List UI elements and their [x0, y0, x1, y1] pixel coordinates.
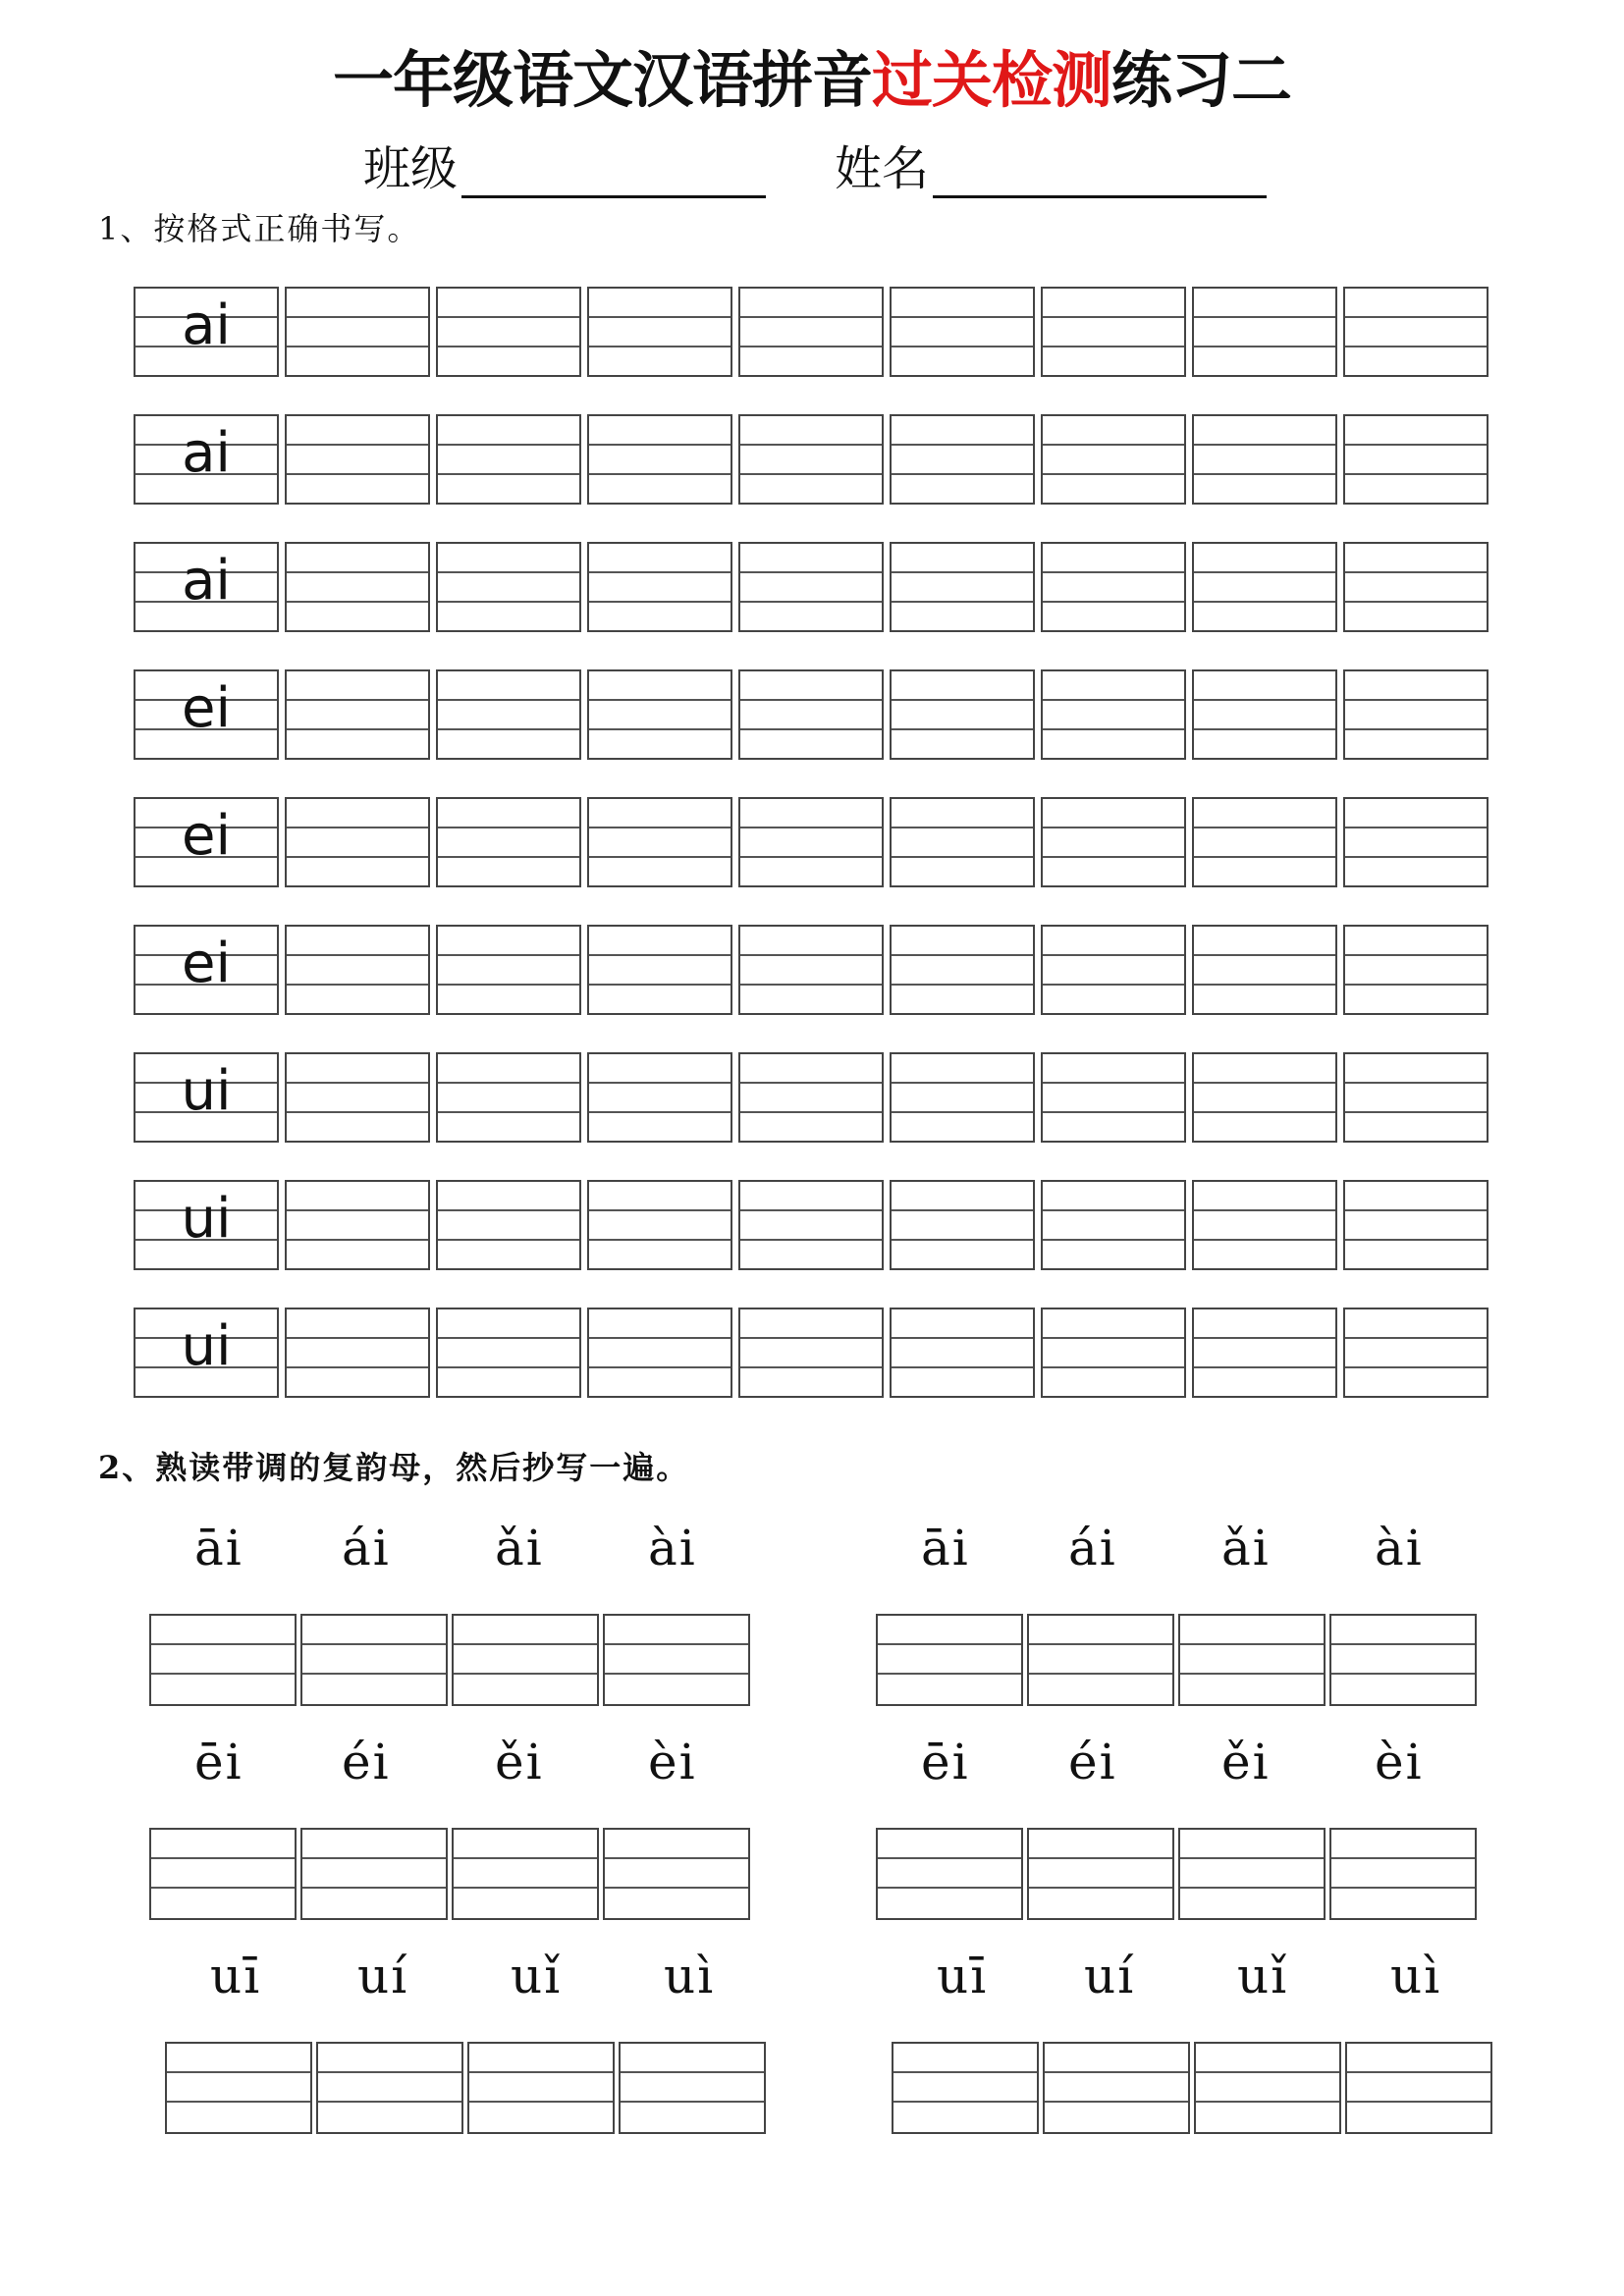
writing-cell[interactable] [436, 414, 581, 505]
writing-cell[interactable] [285, 1180, 430, 1270]
writing-cell[interactable] [890, 1308, 1035, 1398]
model-cell [134, 797, 279, 887]
tone-syllable: ǎi [495, 1520, 544, 1576]
writing-cell[interactable] [1041, 797, 1186, 887]
tone-syllable: uī [937, 1948, 989, 2004]
model-cell [134, 287, 279, 377]
practice-row [134, 542, 1489, 636]
writing-cell[interactable] [1041, 669, 1186, 760]
writing-cell[interactable] [1194, 2042, 1341, 2134]
tone-syllable: uì [1390, 1948, 1442, 2004]
copy-cells [149, 1614, 750, 1706]
writing-cell[interactable] [436, 1308, 581, 1398]
writing-cell[interactable] [285, 669, 430, 760]
writing-cell[interactable] [1343, 542, 1489, 632]
practice-row [134, 1180, 1489, 1274]
title-main: 一年级语文汉语拼音 [332, 44, 872, 116]
tone-syllable: uǐ [1237, 1948, 1289, 2004]
model-cell [134, 1052, 279, 1143]
section2-heading: 2、熟读带调的复韵母，然后抄写一遍。 [98, 1449, 690, 1486]
writing-cell[interactable] [1041, 1052, 1186, 1143]
tone-syllable: uǐ [511, 1948, 563, 2004]
practice-row [134, 925, 1489, 1019]
model-cell [134, 414, 279, 505]
model-syllable: ei [181, 804, 231, 868]
writing-cell[interactable] [890, 414, 1035, 505]
tone-syllable: āi [194, 1520, 244, 1576]
tone-syllable: ēi [194, 1734, 244, 1790]
tone-syllable: èi [648, 1734, 697, 1790]
copy-cells [165, 2042, 766, 2134]
writing-cell[interactable] [1343, 669, 1489, 760]
writing-cell[interactable] [1041, 1308, 1186, 1398]
tone-syllable: uí [1084, 1948, 1136, 2004]
writing-cell[interactable] [1343, 797, 1489, 887]
model-syllable: ai [182, 549, 231, 613]
tone-syllable: ěi [495, 1734, 544, 1790]
writing-cell[interactable] [1192, 1308, 1337, 1398]
writing-cell[interactable] [603, 1614, 750, 1706]
writing-cell[interactable] [1041, 1180, 1186, 1270]
tone-syllable: èi [1375, 1734, 1424, 1790]
tone-syllable: ái [342, 1520, 391, 1576]
tone-syllable: ǎi [1221, 1520, 1271, 1576]
writing-cell[interactable] [587, 669, 732, 760]
model-syllable: ui [181, 1314, 232, 1378]
model-cell [134, 542, 279, 632]
writing-cell[interactable] [1343, 414, 1489, 505]
name-blank[interactable] [933, 144, 1267, 198]
writing-cell[interactable] [436, 669, 581, 760]
writing-cell[interactable] [587, 414, 732, 505]
tone-syllable: ài [1375, 1520, 1424, 1576]
writing-cell[interactable] [436, 542, 581, 632]
writing-cell[interactable] [1329, 1614, 1477, 1706]
writing-cell[interactable] [1192, 669, 1337, 760]
model-syllable: ui [181, 1187, 232, 1251]
tone-syllable: éi [1068, 1734, 1117, 1790]
tone-syllable: ài [648, 1520, 697, 1576]
writing-cell[interactable] [1192, 1180, 1337, 1270]
writing-cell[interactable] [1041, 287, 1186, 377]
writing-cell[interactable] [890, 287, 1035, 377]
writing-cell[interactable] [165, 2042, 312, 2134]
writing-cell[interactable] [436, 1052, 581, 1143]
writing-cell[interactable] [1329, 1828, 1477, 1920]
practice-row [134, 414, 1489, 508]
writing-cell[interactable] [1345, 2042, 1492, 2134]
writing-cell[interactable] [285, 925, 430, 1015]
tone-syllable: ěi [1221, 1734, 1271, 1790]
writing-cell[interactable] [1343, 1180, 1489, 1270]
writing-cell[interactable] [1043, 2042, 1190, 2134]
tone-syllable: āi [921, 1520, 970, 1576]
writing-cell[interactable] [1027, 1614, 1174, 1706]
title-highlight: 过关检测 [871, 44, 1111, 116]
class-field [363, 139, 766, 198]
writing-cell[interactable] [1027, 1828, 1174, 1920]
writing-cell[interactable] [738, 797, 884, 887]
writing-cell[interactable] [738, 669, 884, 760]
writing-cell[interactable] [587, 287, 732, 377]
writing-cell[interactable] [890, 797, 1035, 887]
writing-cell[interactable] [1178, 1614, 1326, 1706]
writing-cell[interactable] [738, 1180, 884, 1270]
writing-cell[interactable] [1041, 925, 1186, 1015]
copy-cells [876, 1614, 1477, 1706]
title-suffix: 练习二 [1111, 44, 1292, 116]
writing-cell[interactable] [587, 925, 732, 1015]
writing-cell[interactable] [1192, 925, 1337, 1015]
writing-cell[interactable] [890, 925, 1035, 1015]
writing-cell[interactable] [738, 925, 884, 1015]
writing-cell[interactable] [452, 1614, 599, 1706]
model-cell [134, 925, 279, 1015]
model-syllable: ei [181, 932, 231, 995]
tone-syllable: uī [210, 1948, 262, 2004]
writing-cell[interactable] [890, 1180, 1035, 1270]
writing-cell[interactable] [1343, 925, 1489, 1015]
writing-cell[interactable] [285, 1052, 430, 1143]
class-blank[interactable] [461, 144, 766, 198]
writing-cell[interactable] [603, 1828, 750, 1920]
writing-cell[interactable] [149, 1614, 297, 1706]
writing-cell[interactable] [738, 1052, 884, 1143]
writing-cell[interactable] [738, 542, 884, 632]
model-syllable: ei [181, 676, 231, 740]
worksheet-title [0, 41, 1624, 120]
writing-cell[interactable] [890, 1052, 1035, 1143]
practice-row [134, 797, 1489, 891]
tone-syllable: uí [357, 1948, 409, 2004]
writing-cell[interactable] [1041, 542, 1186, 632]
writing-cell[interactable] [436, 797, 581, 887]
writing-cell[interactable] [738, 1308, 884, 1398]
writing-cell[interactable] [587, 797, 732, 887]
writing-cell[interactable] [876, 1614, 1023, 1706]
writing-cell[interactable] [285, 797, 430, 887]
tone-syllable: ái [1068, 1520, 1117, 1576]
writing-cell[interactable] [1192, 797, 1337, 887]
writing-cell[interactable] [587, 1052, 732, 1143]
writing-cell[interactable] [1192, 414, 1337, 505]
writing-cell[interactable] [738, 287, 884, 377]
model-syllable: ai [182, 294, 231, 357]
writing-cell[interactable] [738, 414, 884, 505]
writing-cell[interactable] [436, 1180, 581, 1270]
model-cell [134, 1180, 279, 1270]
writing-cell[interactable] [285, 1308, 430, 1398]
practice-row [134, 669, 1489, 764]
model-cell [134, 1308, 279, 1398]
name-label: 姓名 [835, 141, 930, 196]
writing-cell[interactable] [1343, 287, 1489, 377]
copy-cells [149, 1828, 750, 1920]
writing-cell[interactable] [1343, 1052, 1489, 1143]
writing-cell[interactable] [316, 2042, 463, 2134]
writing-cell[interactable] [892, 2042, 1039, 2134]
writing-cell[interactable] [587, 1180, 732, 1270]
writing-cell[interactable] [587, 542, 732, 632]
practice-row [134, 1308, 1489, 1402]
name-field [835, 139, 1267, 198]
writing-cell[interactable] [1343, 1308, 1489, 1398]
class-label: 班级 [363, 141, 459, 196]
writing-cell[interactable] [1192, 287, 1337, 377]
writing-cell[interactable] [467, 2042, 615, 2134]
model-syllable: ai [182, 421, 231, 485]
writing-cell[interactable] [300, 1614, 448, 1706]
writing-cell[interactable] [876, 1828, 1023, 1920]
writing-cell[interactable] [890, 669, 1035, 760]
writing-cell[interactable] [436, 287, 581, 377]
section1-heading: 1、按格式正确书写。 [98, 210, 421, 247]
writing-cell[interactable] [285, 542, 430, 632]
writing-cell[interactable] [149, 1828, 297, 1920]
tone-syllable: uì [664, 1948, 716, 2004]
model-syllable: ui [181, 1059, 232, 1123]
writing-cell[interactable] [285, 414, 430, 505]
writing-cell[interactable] [1192, 542, 1337, 632]
writing-cell[interactable] [1178, 1828, 1326, 1920]
model-cell [134, 669, 279, 760]
practice-row [134, 287, 1489, 381]
copy-cells [892, 2042, 1492, 2134]
writing-cell[interactable] [1192, 1052, 1337, 1143]
tone-syllable: ēi [921, 1734, 970, 1790]
writing-cell[interactable] [890, 542, 1035, 632]
writing-cell[interactable] [285, 287, 430, 377]
writing-cell[interactable] [1041, 414, 1186, 505]
copy-cells [876, 1828, 1477, 1920]
writing-cell[interactable] [619, 2042, 766, 2134]
writing-cell[interactable] [436, 925, 581, 1015]
writing-cell[interactable] [300, 1828, 448, 1920]
tone-syllable: éi [342, 1734, 391, 1790]
practice-row [134, 1052, 1489, 1147]
writing-cell[interactable] [587, 1308, 732, 1398]
writing-cell[interactable] [452, 1828, 599, 1920]
